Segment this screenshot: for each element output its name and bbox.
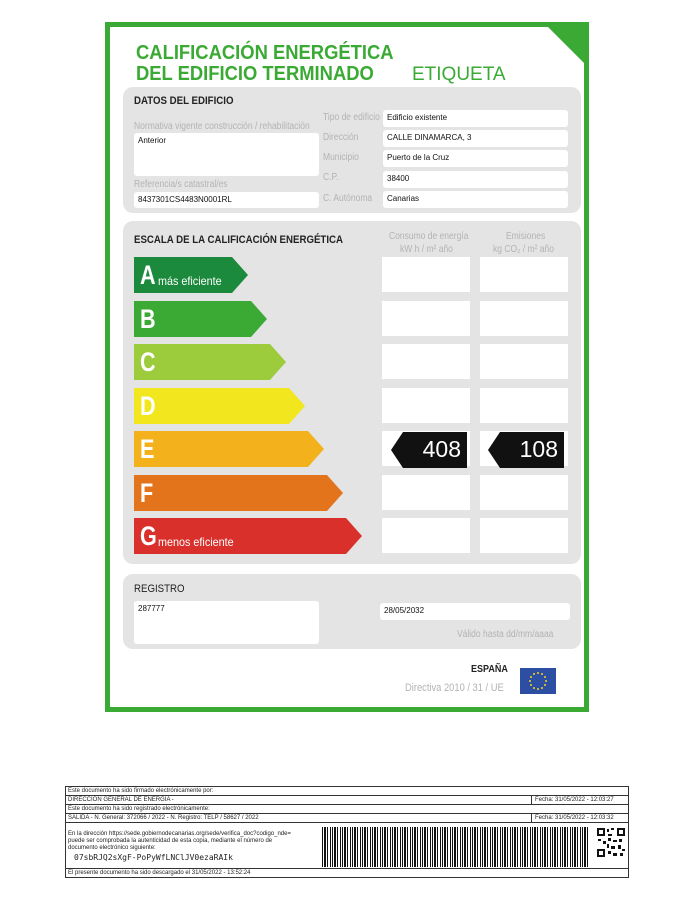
emisiones-pointer-value: 108 [519, 436, 558, 462]
footer-row-3 [66, 805, 628, 814]
datos-heading: DATOS DEL EDIFICIO [134, 95, 234, 107]
escala-panel [123, 221, 581, 564]
footer-row-4 [66, 814, 628, 823]
referencia-label: Referencia/s catastral/es [134, 179, 228, 190]
title-line-2: DEL EDIFICIO TERMINADO [136, 63, 374, 85]
consumo-cell-f [382, 475, 470, 510]
registro-heading: REGISTRO [134, 583, 185, 595]
class-arrow-a [134, 257, 248, 293]
title-line-1: CALIFICACIÓN ENERGÉTICA [136, 42, 394, 64]
energy-label [105, 22, 589, 712]
verify-line-3: documento electrónico siguiente: [68, 845, 156, 851]
autonoma-field: Canarias [383, 191, 568, 208]
verify-text [68, 831, 291, 861]
consumo-cell-d [382, 388, 470, 423]
escala-heading: ESCALA DE LA CALIFICACIÓN ENERGÉTICA [134, 234, 344, 246]
footer-line-2: DIRECCION GENERAL DE ENERGIA - [68, 797, 174, 803]
direccion-label: Dirección [323, 132, 359, 143]
municipio-field: Puerto de la Cruz [383, 150, 568, 167]
class-letter: D [140, 390, 156, 421]
consumo-cell-g [382, 518, 470, 553]
emisiones-cell-a [480, 257, 568, 292]
verify-line-1: En la dirección https://sede.gobiernodecanarias.org/sede/verifica_doc?codigo_nde= [68, 831, 291, 837]
emisiones-cell-c [480, 344, 568, 379]
consumo-cell-b [382, 301, 470, 336]
barcode [322, 827, 590, 867]
consumo-cell-a [382, 257, 470, 292]
consumo-pointer-value: 408 [422, 436, 461, 462]
tipo-field: Edificio existente [383, 110, 568, 127]
class-arrow-f [134, 475, 343, 511]
class-letter: F [140, 477, 154, 508]
footer-line-1: Este documento ha sido firmado electrónicamente por: [68, 788, 214, 794]
cp-field: 38400 [383, 171, 568, 188]
directiva-text: Directiva 2010 / 31 / UE [405, 682, 504, 694]
consumo-pointer [391, 432, 467, 468]
emisiones-label-2: kg CO₂ / m² año [493, 244, 554, 255]
normativa-label: Normativa vigente construcción / rehabilitación [134, 121, 310, 132]
emisiones-cell-b [480, 301, 568, 336]
verify-line-2: puede ser comprobada la autenticidad de esta copia, mediante el número de [68, 838, 273, 844]
footer-date-2: Fecha: 31/05/2022 - 12:03:32 [531, 814, 628, 822]
normativa-field: Anterior [134, 133, 319, 176]
qr-code [596, 827, 626, 858]
class-arrow-b [134, 301, 267, 337]
class-letter: B [140, 303, 156, 334]
footer-row-1 [66, 787, 628, 796]
etiqueta-text: ETIQUETA [412, 64, 506, 85]
eu-flag-icon [520, 668, 556, 694]
espana-text: ESPAÑA [471, 664, 508, 675]
footer-row-2 [66, 796, 628, 805]
footer-line-3: Este documento ha sido registrado electrónicamente: [68, 806, 210, 812]
footer-downloaded: El presente documento ha sido descargado el 31/05/2022 - 13:52:24 [68, 870, 251, 876]
signature-footer [65, 786, 629, 878]
valido-label: Válido hasta dd/mm/aaaa [457, 629, 554, 640]
class-subtitle: más eficiente [158, 274, 222, 288]
consumo-cell-c [382, 344, 470, 379]
autonoma-label: C. Autónoma [323, 193, 373, 204]
referencia-field: 8437301CS4483N0001RL [134, 192, 319, 208]
class-letter: E [140, 434, 155, 464]
class-arrow-e [134, 431, 324, 467]
emisiones-cell-d [480, 388, 568, 423]
emisiones-cell-g [480, 518, 568, 553]
direccion-field: CALLE DINAMARCA, 3 [383, 130, 568, 147]
emisiones-label-1: Emisiones [506, 231, 546, 242]
class-arrow-g [134, 518, 362, 554]
verify-code: 07sbRJQ2sXgF-PoPyWfLNClJV0ezaRAIk [74, 853, 233, 862]
footer-row-last [66, 868, 628, 877]
class-arrow-d [134, 388, 305, 424]
class-arrow-c [134, 344, 286, 380]
class-letter: A [140, 260, 156, 290]
footer-line-4: SALIDA - N. General: 372066 / 2022 - N. Registro: TELP / 58627 / 2022 [68, 815, 259, 821]
footer-date-1: Fecha: 31/05/2022 - 12:03:27 [531, 796, 628, 804]
class-letter: C [140, 347, 156, 377]
consumo-label-1: Consumo de energía [389, 231, 469, 242]
emisiones-cell-f [480, 475, 568, 510]
corner-triangle [543, 22, 589, 68]
registro-date-field: 28/05/2032 [380, 603, 570, 620]
consumo-label-2: kW h / m² año [400, 244, 453, 255]
municipio-label: Municipio [323, 152, 359, 163]
emisiones-pointer [488, 432, 564, 468]
class-letter: G [140, 521, 157, 551]
tipo-label: Tipo de edificio [323, 112, 380, 123]
label-title [136, 43, 394, 85]
cp-label: C.P. [323, 172, 339, 183]
registro-number-field: 287777 [134, 601, 319, 644]
class-subtitle: menos eficiente [158, 535, 234, 549]
datos-panel [123, 87, 581, 213]
registro-panel [123, 574, 581, 649]
